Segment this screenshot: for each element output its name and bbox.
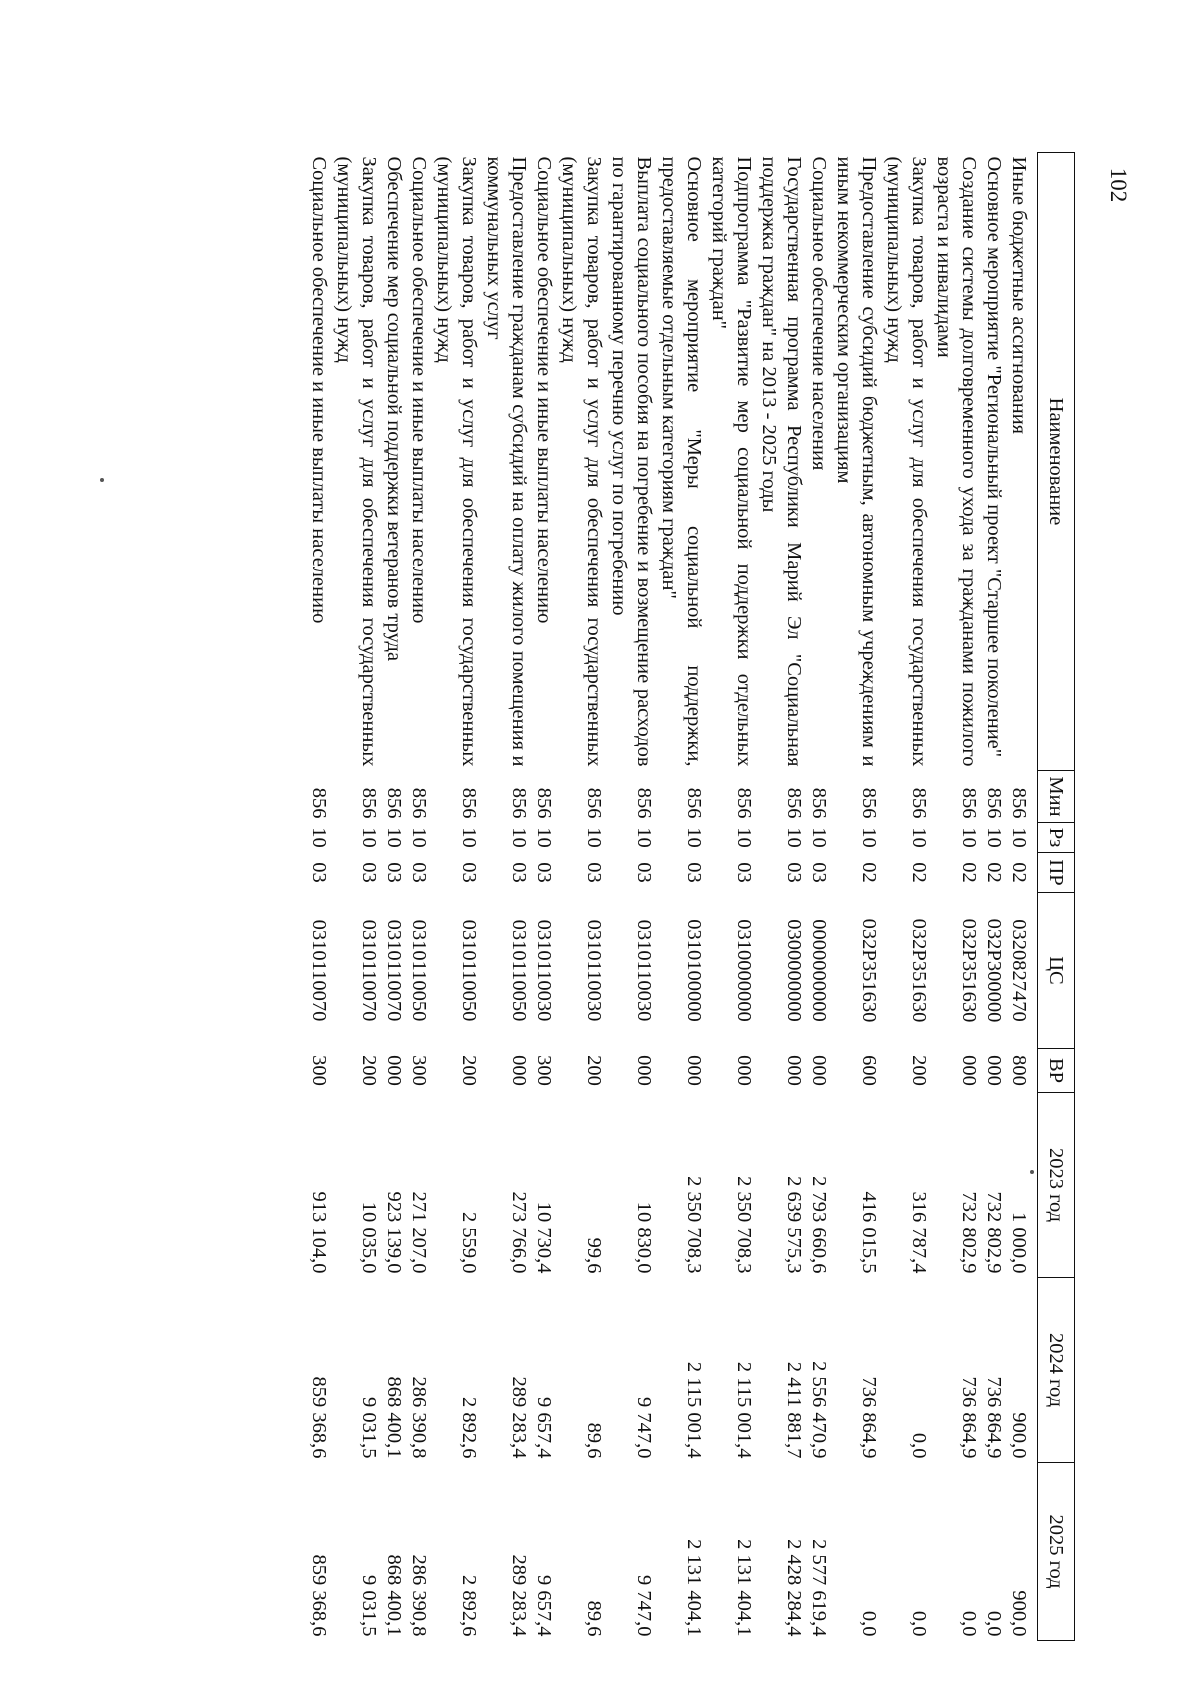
table-row — [831, 153, 881, 1641]
cell-name: Иные бюджетные ассигнования — [1008, 156, 1030, 435]
cell-2025: 286 390,8 — [408, 1554, 430, 1637]
cell-min: 856 — [308, 787, 330, 819]
cell-2024: 9 657,4 — [533, 1397, 555, 1459]
cell-pr: 03 — [733, 862, 755, 883]
cell-2025: 868 400,1 — [383, 1554, 405, 1637]
table-row — [931, 153, 981, 1641]
cell-2024: 9 747,0 — [633, 1397, 655, 1459]
cell-2025: 2 428 284,4 — [783, 1539, 805, 1637]
cell-vr: 000 — [733, 1055, 755, 1086]
table-row — [706, 153, 756, 1641]
cell-rz: 10 — [583, 827, 605, 848]
cell-2025: 2 131 404,1 — [733, 1539, 755, 1637]
scan-speck — [100, 478, 104, 482]
cell-2023: 10 730,4 — [533, 1201, 555, 1274]
cell-name: Государственная программа Республики Марий Эл "Социальная поддержка граждан" на 2013 - 2025 годы — [758, 156, 805, 767]
cell-vr: 000 — [958, 1055, 980, 1086]
cell-2023: 1 000,0 — [1008, 1212, 1030, 1274]
cell-cs: 0310110030 — [633, 919, 655, 1022]
cell-2023: 923 139,0 — [383, 1191, 405, 1274]
cell-vr: 000 — [383, 1055, 405, 1086]
cell-2023: 913 104,0 — [308, 1191, 330, 1274]
rotated-table-container — [190, 152, 1075, 1640]
cell-pr: 03 — [308, 862, 330, 883]
cell-name: Социальное обеспечение и иные выплаты населению — [533, 156, 555, 624]
cell-pr: 03 — [783, 862, 805, 883]
cell-cs: 0310100000 — [683, 919, 705, 1022]
cell-pr: 03 — [408, 862, 430, 883]
cell-cs: 0310110050 — [408, 919, 430, 1022]
cell-name: Основное мероприятие "Меры социальной поддержки, предоставляемые отдельным категориям граждан" — [658, 156, 705, 767]
cell-2023: 99,6 — [583, 1237, 605, 1274]
cell-2025: 89,6 — [583, 1600, 605, 1637]
cell-cs: 0310110070 — [358, 919, 380, 1022]
cell-vr: 000 — [508, 1055, 530, 1086]
cell-2025: 900,0 — [1008, 1590, 1030, 1637]
table-row — [656, 153, 706, 1641]
cell-min: 856 — [508, 787, 530, 819]
cell-rz: 10 — [633, 827, 655, 848]
cell-vr: 000 — [808, 1055, 830, 1086]
cell-2024: 286 390,8 — [408, 1376, 430, 1459]
cell-2025: 9 031,5 — [358, 1575, 380, 1637]
cell-min: 856 — [358, 787, 380, 819]
cell-pr: 02 — [983, 862, 1005, 883]
column-header-vr: ВР — [1038, 1049, 1075, 1093]
cell-min: 856 — [633, 787, 655, 819]
cell-2024: 2 556 470,9 — [808, 1361, 830, 1459]
cell-2024: 900,0 — [1008, 1412, 1030, 1459]
cell-vr: 000 — [983, 1055, 1005, 1086]
cell-pr: 02 — [958, 862, 980, 883]
cell-name: Предоставление гражданам субсидий на оплату жилого помещения и коммунальных услуг — [483, 156, 530, 767]
column-header-cs: ЦС — [1038, 893, 1075, 1049]
cell-cs: 0310110070 — [383, 919, 405, 1022]
cell-2023: 2 793 660,6 — [808, 1176, 830, 1274]
cell-name: Закупка товаров, работ и услуг для обеспечения государственных (муниципальных) нужд — [883, 156, 930, 767]
column-header-min: Мин — [1038, 771, 1075, 823]
cell-2024: 89,6 — [583, 1422, 605, 1459]
cell-vr: 200 — [583, 1055, 605, 1086]
cell-2024: 736 864,9 — [958, 1376, 980, 1459]
cell-cs: 0310110030 — [533, 919, 555, 1022]
cell-rz: 10 — [408, 827, 430, 848]
cell-2023: 316 787,4 — [908, 1191, 930, 1274]
cell-2023: 2 639 575,3 — [783, 1176, 805, 1274]
cell-pr: 03 — [508, 862, 530, 883]
cell-vr: 600 — [858, 1055, 880, 1086]
cell-name: Закупка товаров, работ и услуг для обеспечения государственных (муниципальных) нужд — [558, 156, 605, 767]
cell-2023: 271 207,0 — [408, 1191, 430, 1274]
cell-pr: 02 — [908, 862, 930, 883]
cell-2025: 0,0 — [858, 1610, 880, 1637]
cell-2024: 868 400,1 — [383, 1376, 405, 1459]
cell-cs: 0300000000 — [783, 919, 805, 1022]
cell-cs: 032P351630 — [858, 918, 880, 1023]
table-row — [756, 153, 806, 1641]
table-row — [331, 153, 381, 1641]
cell-rz: 10 — [683, 827, 705, 848]
cell-2023: 10 830,0 — [633, 1201, 655, 1274]
cell-2024: 2 115 001,4 — [733, 1361, 755, 1459]
cell-rz: 10 — [383, 827, 405, 848]
cell-min: 856 — [783, 787, 805, 819]
table-header-row — [1038, 153, 1075, 1641]
cell-rz: 10 — [533, 827, 555, 848]
budget-table — [306, 152, 1075, 1641]
cell-cs: 0000000000 — [808, 919, 830, 1022]
table-row — [406, 153, 431, 1641]
cell-2024: 0,0 — [908, 1432, 930, 1459]
cell-pr: 03 — [583, 862, 605, 883]
cell-min: 856 — [383, 787, 405, 819]
cell-2025: 2 892,6 — [458, 1575, 480, 1637]
cell-2024: 2 411 881,7 — [783, 1361, 805, 1459]
cell-rz: 10 — [983, 827, 1005, 848]
cell-cs: 0310110050 — [458, 919, 480, 1022]
cell-vr: 200 — [458, 1055, 480, 1086]
cell-rz: 10 — [1008, 827, 1030, 848]
cell-2024: 859 368,6 — [308, 1376, 330, 1459]
table-row — [531, 153, 556, 1641]
cell-2023: 416 015,5 — [858, 1191, 880, 1274]
cell-min: 856 — [858, 787, 880, 819]
cell-min: 856 — [533, 787, 555, 819]
cell-2024: 9 031,5 — [358, 1397, 380, 1459]
cell-rz: 10 — [308, 827, 330, 848]
cell-name: Выплата социального пособия на погребение и возмещение расходов по гарантированному перечню услуг по погребению — [608, 156, 655, 767]
table-row — [481, 153, 531, 1641]
column-header-rz: Рз — [1038, 823, 1075, 853]
cell-name: Подпрограмма "Развитие мер социальной поддержки отдельных категорий граждан" — [708, 156, 755, 767]
cell-name: Создание системы долговременного ухода за гражданами пожилого возраста и инвалидами — [933, 156, 980, 767]
cell-rz: 10 — [908, 827, 930, 848]
cell-2024: 2 115 001,4 — [683, 1361, 705, 1459]
cell-pr: 02 — [858, 862, 880, 883]
cell-name: Социальное обеспечение населения — [808, 156, 830, 471]
cell-name: Обеспечение мер социальной поддержки ветеранов труда — [383, 156, 405, 662]
column-header-name: Наименование — [1038, 153, 1075, 771]
cell-rz: 10 — [458, 827, 480, 848]
cell-vr: 200 — [358, 1055, 380, 1086]
column-header-2025: 2025 год — [1038, 1463, 1075, 1641]
cell-pr: 03 — [358, 862, 380, 883]
cell-rz: 10 — [508, 827, 530, 848]
cell-rz: 10 — [783, 827, 805, 848]
cell-pr: 03 — [683, 862, 705, 883]
cell-2023: 273 766,0 — [508, 1191, 530, 1274]
cell-2025: 289 283,4 — [508, 1554, 530, 1637]
cell-vr: 000 — [783, 1055, 805, 1086]
cell-2023: 732 802,9 — [958, 1191, 980, 1274]
cell-name: Социальное обеспечение и иные выплаты населению — [308, 156, 330, 624]
cell-name: Закупка товаров, работ и услуг для обеспечения государственных (муниципальных) нужд — [433, 156, 480, 767]
cell-2023: 2 559,0 — [458, 1212, 480, 1274]
table-row — [556, 153, 606, 1641]
cell-cs: 0310110070 — [308, 919, 330, 1022]
table-row — [881, 153, 931, 1641]
table-row — [1006, 153, 1031, 1641]
cell-2025: 2 577 619,4 — [808, 1539, 830, 1637]
cell-2023: 2 350 708,3 — [733, 1176, 755, 1274]
table-row — [806, 153, 831, 1641]
cell-2023: 732 802,9 — [983, 1191, 1005, 1274]
cell-2024: 289 283,4 — [508, 1376, 530, 1459]
cell-2025: 9 747,0 — [633, 1575, 655, 1637]
cell-pr: 03 — [383, 862, 405, 883]
cell-2025: 0,0 — [908, 1610, 930, 1637]
cell-name: Социальное обеспечение и иные выплаты населению — [408, 156, 430, 624]
cell-2025: 9 657,4 — [533, 1575, 555, 1637]
table-row — [431, 153, 481, 1641]
cell-vr: 300 — [308, 1055, 330, 1086]
table-row — [381, 153, 406, 1641]
column-header-2023: 2023 год — [1038, 1093, 1075, 1278]
cell-2024: 736 864,9 — [983, 1376, 1005, 1459]
cell-vr: 000 — [633, 1055, 655, 1086]
page-number: 102 — [1106, 167, 1131, 203]
cell-name: Предоставление субсидий бюджетным, автономным учреждениям и иным некоммерческим организациям — [833, 156, 880, 767]
cell-min: 856 — [1008, 787, 1030, 819]
cell-cs: 032P351630 — [908, 918, 930, 1023]
cell-2025: 2 131 404,1 — [683, 1539, 705, 1637]
cell-2025: 0,0 — [983, 1610, 1005, 1637]
cell-min: 856 — [983, 787, 1005, 819]
cell-vr: 800 — [1008, 1055, 1030, 1086]
cell-cs: 0320827470 — [1008, 919, 1030, 1022]
cell-pr: 03 — [533, 862, 555, 883]
column-header-2024: 2024 год — [1038, 1278, 1075, 1463]
cell-vr: 000 — [683, 1055, 705, 1086]
cell-cs: 0310000000 — [733, 919, 755, 1022]
cell-2024: 2 892,6 — [458, 1397, 480, 1459]
cell-pr: 03 — [808, 862, 830, 883]
cell-cs: 032P300000 — [983, 918, 1005, 1023]
cell-name: Закупка товаров, работ и услуг для обеспечения государственных (муниципальных) нужд — [333, 156, 380, 767]
cell-rz: 10 — [358, 827, 380, 848]
cell-2023: 10 035,0 — [358, 1201, 380, 1274]
cell-min: 856 — [808, 787, 830, 819]
cell-name: Основное мероприятие "Региональный проект "Старшее поколение" — [983, 156, 1005, 758]
cell-min: 856 — [683, 787, 705, 819]
table-body — [306, 153, 1031, 1641]
cell-pr: 03 — [458, 862, 480, 883]
cell-2025: 859 368,6 — [308, 1554, 330, 1637]
cell-rz: 10 — [733, 827, 755, 848]
table-row — [981, 153, 1006, 1641]
cell-min: 856 — [908, 787, 930, 819]
cell-pr: 03 — [633, 862, 655, 883]
cell-2024: 736 864,9 — [858, 1376, 880, 1459]
cell-min: 856 — [458, 787, 480, 819]
column-header-pr: ПР — [1038, 853, 1075, 893]
cell-cs: 0310110030 — [583, 919, 605, 1022]
cell-vr: 300 — [533, 1055, 555, 1086]
cell-cs: 032P351630 — [958, 918, 980, 1023]
table-row — [606, 153, 656, 1641]
cell-min: 856 — [958, 787, 980, 819]
cell-2025: 0,0 — [958, 1610, 980, 1637]
cell-2023: 2 350 708,3 — [683, 1176, 705, 1274]
cell-rz: 10 — [858, 827, 880, 848]
cell-min: 856 — [408, 787, 430, 819]
cell-rz: 10 — [958, 827, 980, 848]
cell-vr: 300 — [408, 1055, 430, 1086]
cell-min: 856 — [583, 787, 605, 819]
cell-pr: 02 — [1008, 862, 1030, 883]
cell-cs: 0310110050 — [508, 919, 530, 1022]
cell-min: 856 — [733, 787, 755, 819]
cell-vr: 200 — [908, 1055, 930, 1086]
cell-rz: 10 — [808, 827, 830, 848]
table-row — [306, 153, 331, 1641]
